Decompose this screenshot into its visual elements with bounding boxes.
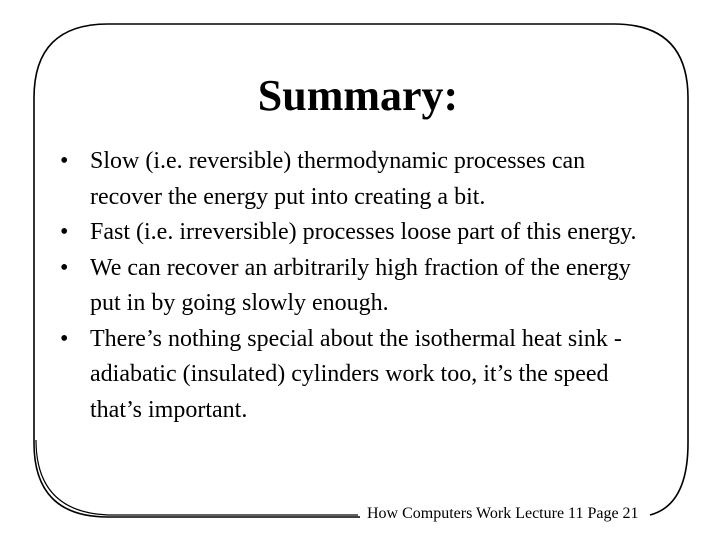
bullet-list: [60, 144, 660, 428]
bullet-text: There’s nothing special about the isothermal heat sink - adiabatic (insulated) cylinders work too, it’s the speed that’s important.: [90, 325, 622, 423]
bullet-item: [60, 322, 660, 429]
bullet-item: [60, 215, 660, 251]
bullet-text: Fast (i.e. irreversible) processes loose part of this energy.: [90, 219, 637, 245]
bullet-text: We can recover an arbitrarily high fraction of the energy put in by going slowly enough.: [90, 254, 631, 316]
bullet-icon: •: [60, 219, 69, 245]
bullet-item: [60, 251, 660, 322]
bullet-item: [60, 144, 660, 215]
bullet-text: Slow (i.e. reversible) thermodynamic processes can recover the energy put into creating a bit.: [90, 148, 586, 210]
slide-title-text: Summary:: [257, 71, 459, 120]
bullet-icon: •: [60, 148, 69, 174]
bullet-icon: •: [60, 254, 69, 281]
bullet-icon: •: [60, 325, 69, 352]
slide-footer: How Computers Work Lecture 11 Page 21: [367, 505, 639, 522]
slide-title: [0, 68, 720, 124]
